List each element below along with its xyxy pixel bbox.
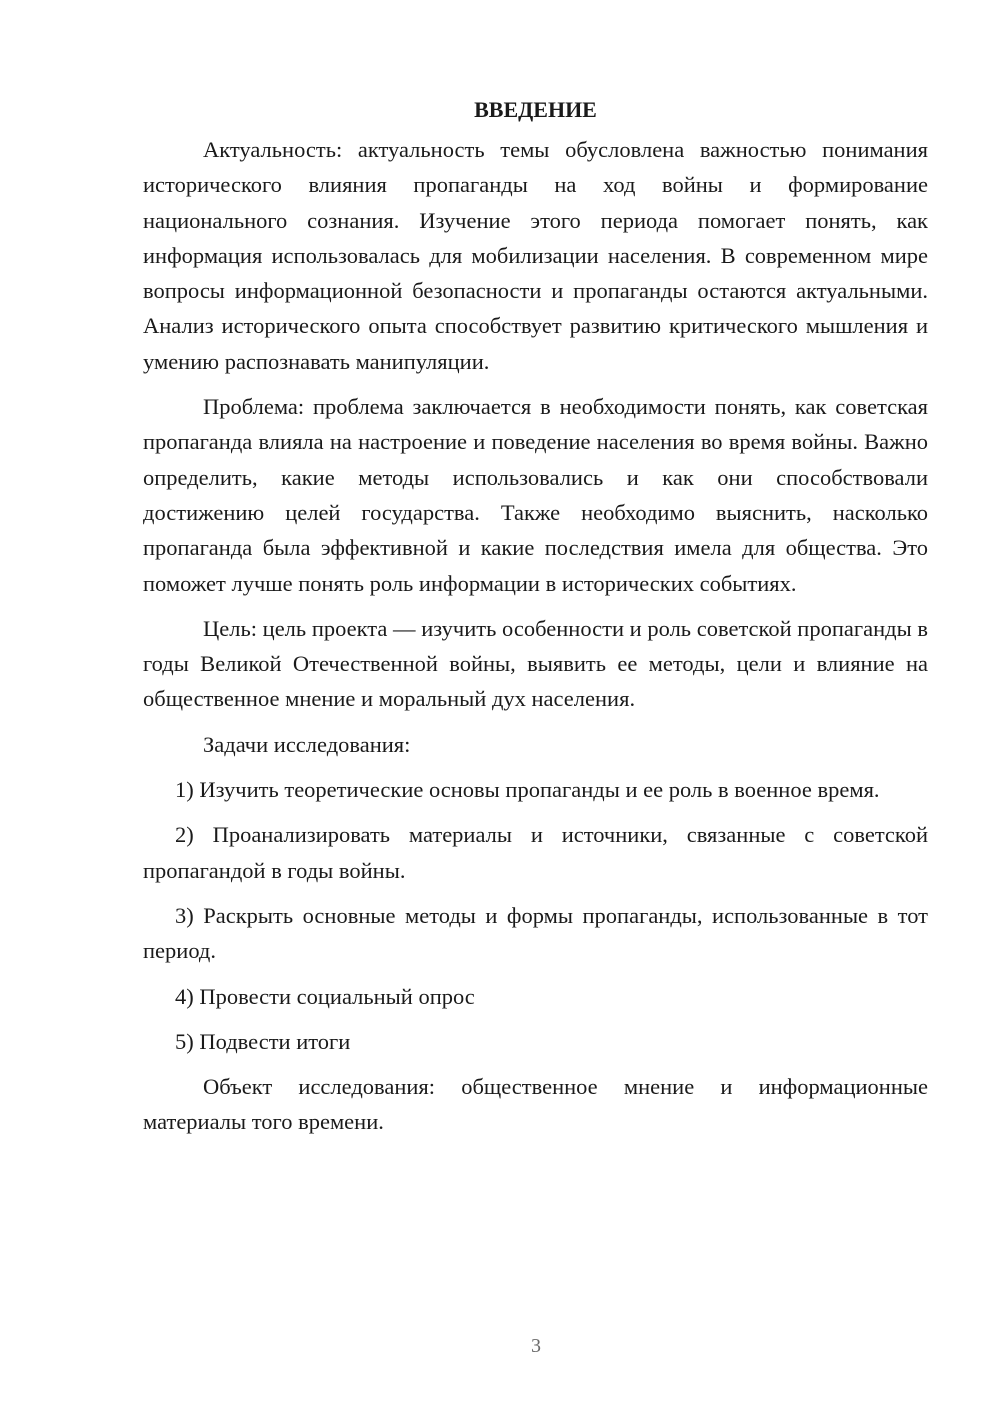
- page-number: 3: [531, 1335, 541, 1357]
- paragraph-goal: Цель: цель проекта — изучить особенности и роль советской пропаганды в годы Великой Отечественной войны, выявить ее методы, цели и влияние на общественное мнение и моральный дух населения.: [143, 615, 928, 712]
- task-item-1: 1) Изучить теоретические основы пропаганды и ее роль в военное время.: [175, 777, 880, 803]
- paragraph-object: Объект исследования: общественное мнение и информационные материалы того времени.: [143, 1074, 928, 1135]
- document-page: [143, 92, 928, 1150]
- task-item-2: 2) Проанализировать материалы и источники, связанные с советской пропагандой в годы войны.: [143, 822, 928, 883]
- task-item-5: 5) Подвести итоги: [175, 1028, 351, 1054]
- paragraph-relevance: Актуальность: актуальность темы обусловлена важностью понимания исторического влияния пропаганды на ход войны и формирование национального сознания. Изучение этого периода помогает понять, как информация использовалась для мобилизации населения. В современном мире вопросы информационной безопасности и пропаганды остаются актуальными. Анализ исторического опыта способствует развитию критического мышления и умению распознавать манипуляции.: [143, 137, 928, 374]
- paragraph-problem: Проблема: проблема заключается в необходимости понять, как советская пропаганда влияла на настроение и поведение населения во время войны. Важно определить, какие методы использовались и как они способствовали достижению целей государства. Также необходимо выяснить, насколько пропаганда была эффективной и какие последствия имела для общества. Это поможет лучше понять роль информации в исторических событиях.: [143, 394, 928, 596]
- task-item-4: 4) Провести социальный опрос: [175, 983, 475, 1009]
- task-item-3: 3) Раскрыть основные методы и формы пропаганды, использованные в тот период.: [143, 902, 928, 964]
- paragraph-tasks-title: Задачи исследования:: [203, 731, 411, 757]
- section-heading: ВВЕДЕНИЕ: [474, 97, 597, 122]
